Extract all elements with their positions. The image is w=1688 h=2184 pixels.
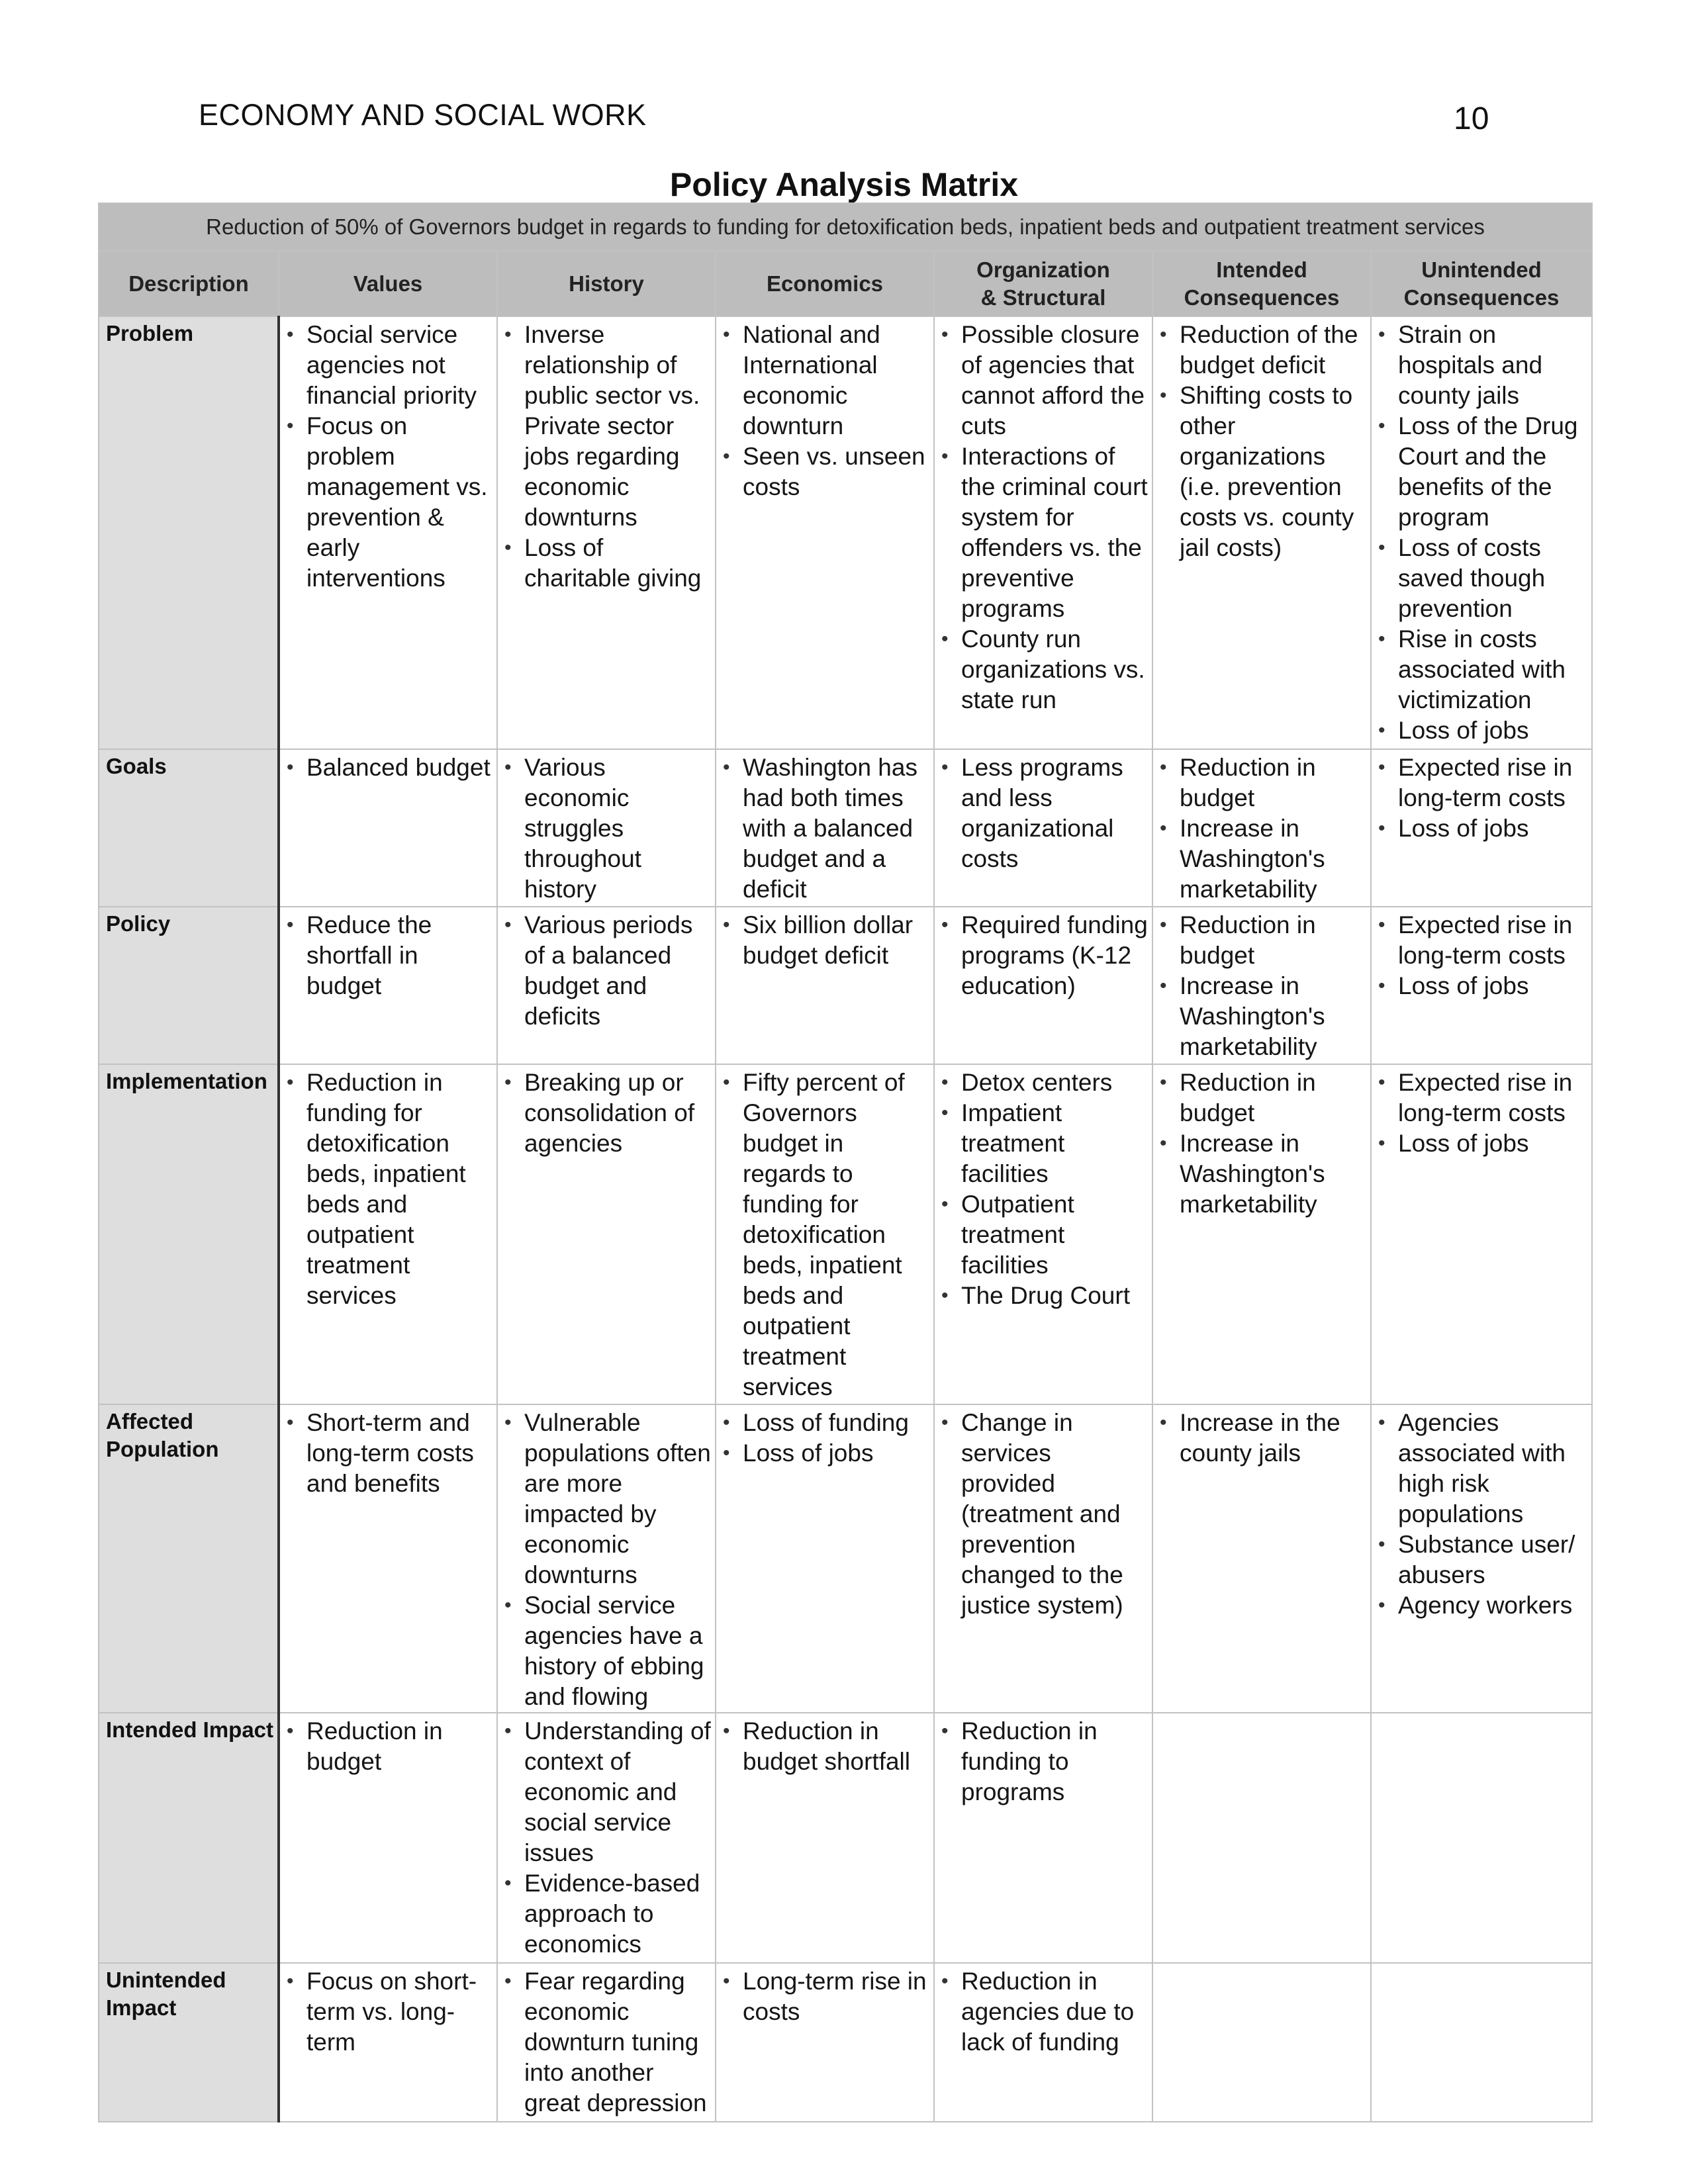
table-row <box>99 907 1592 1064</box>
cell-intended <box>1152 1064 1371 1404</box>
list-item-text: Impatient treatment facilities <box>961 1099 1065 1187</box>
cell-values <box>279 749 497 907</box>
list-item-text: Increase in Washington's marketability <box>1180 1130 1325 1218</box>
bullet-icon: • <box>1160 914 1167 936</box>
page-title: Policy Analysis Matrix <box>669 166 1019 203</box>
list-item-text: Reduction in budget shortfall <box>743 1717 911 1775</box>
bullet-icon: • <box>1160 324 1167 345</box>
list-item <box>940 1189 1149 1281</box>
cell-values <box>279 907 497 1064</box>
list-item-text: Reduction in funding for detoxification beds, inpatient beds and outpatient treatment services <box>306 1069 466 1309</box>
list-item-text: National and International economic downturn <box>743 321 880 439</box>
bullet-icon: • <box>504 537 512 559</box>
bullet-icon: • <box>941 756 949 778</box>
bullet-icon: • <box>941 1102 949 1124</box>
bullet-list <box>1372 750 1591 844</box>
bullet-list <box>1153 907 1370 1062</box>
list-item <box>503 1068 712 1159</box>
bullet-list <box>280 1405 496 1499</box>
bullet-icon: • <box>1378 537 1385 559</box>
cell-unintended <box>1371 1713 1592 1963</box>
cell-organization <box>934 907 1152 1064</box>
cell-organization <box>934 1713 1152 1963</box>
table-row <box>99 1713 1592 1963</box>
cell-organization <box>934 316 1152 749</box>
bullet-icon: • <box>723 1071 730 1093</box>
list-item-text: Reduction in budget <box>1180 1069 1316 1126</box>
row-label: Intended Impact <box>99 1713 279 1963</box>
bullet-icon: • <box>287 415 294 437</box>
cell-unintended <box>1371 316 1592 749</box>
cell-history <box>497 1963 716 2122</box>
list-item-text: Evidence-based approach to economics <box>524 1870 700 1958</box>
cell-economics <box>716 316 934 749</box>
bullet-icon: • <box>723 1970 730 1992</box>
list-item-text: Balanced budget <box>306 754 491 781</box>
policy-analysis-matrix <box>98 203 1593 2122</box>
list-item-text: Reduction in agencies due to lack of funding <box>961 1968 1135 2056</box>
bullet-icon: • <box>1378 324 1385 345</box>
list-item-text: Loss of jobs <box>1398 717 1529 744</box>
row-label: Goals <box>99 749 279 907</box>
bullet-icon: • <box>723 1412 730 1433</box>
list-item <box>503 910 712 1032</box>
bullet-list <box>280 907 496 1001</box>
bullet-icon: • <box>1160 1132 1167 1154</box>
list-item <box>1377 1529 1589 1590</box>
running-head: ECONOMY AND SOCIAL WORK <box>199 98 647 132</box>
bullet-list <box>280 1713 496 1777</box>
list-item <box>940 1098 1149 1189</box>
bullet-list <box>1372 907 1591 1001</box>
bullet-icon: • <box>504 1412 512 1433</box>
bullet-icon: • <box>1378 1132 1385 1154</box>
list-item <box>940 752 1149 874</box>
list-item-text: Six billion dollar budget deficit <box>743 911 914 969</box>
table-row <box>99 749 1592 907</box>
list-item <box>503 533 712 594</box>
list-item-text: Reduction in budget <box>1180 754 1316 811</box>
list-item <box>1377 1590 1589 1621</box>
bullet-icon: • <box>1160 817 1167 839</box>
bullet-list <box>498 1065 715 1159</box>
bullet-list <box>935 317 1152 715</box>
cell-values <box>279 1064 497 1404</box>
bullet-icon: • <box>723 1442 730 1464</box>
bullet-icon: • <box>1378 415 1385 437</box>
bullet-list <box>280 750 496 783</box>
bullet-list <box>716 1964 933 2027</box>
list-item-text: Outpatient treatment facilities <box>961 1191 1074 1279</box>
list-item-text: Reduction of the budget deficit <box>1180 321 1358 379</box>
cell-history <box>497 1404 716 1713</box>
list-item-text: Loss of costs saved though prevention <box>1398 534 1546 622</box>
list-item <box>1158 971 1368 1062</box>
bullet-list <box>935 750 1152 874</box>
list-item-text: Various periods of a balanced budget and deficits <box>524 911 693 1030</box>
list-item-text: Reduction in budget <box>306 1717 443 1775</box>
bullet-list <box>716 1713 933 1777</box>
table-row <box>99 1064 1592 1404</box>
cell-economics <box>716 1713 934 1963</box>
list-item-text: Agency workers <box>1398 1592 1573 1619</box>
list-item-text: Reduce the shortfall in budget <box>306 911 432 999</box>
list-item <box>285 1408 494 1499</box>
cell-organization <box>934 1064 1152 1404</box>
bullet-icon: • <box>1378 1412 1385 1433</box>
cell-economics <box>716 749 934 907</box>
list-item-text: Agencies associated with high risk populations <box>1398 1409 1566 1527</box>
cell-intended <box>1152 316 1371 749</box>
list-item <box>940 1281 1149 1311</box>
list-item-text: Various economic struggles throughout history <box>524 754 641 903</box>
list-item <box>1377 320 1589 411</box>
bullet-icon: • <box>287 1071 294 1093</box>
list-item <box>1158 1128 1368 1220</box>
list-item <box>1377 411 1589 533</box>
cell-values <box>279 1713 497 1963</box>
list-item-text: Fear regarding economic downturn tuning into another great depression <box>524 1968 707 2116</box>
bullet-icon: • <box>1160 975 1167 997</box>
list-item <box>285 1716 494 1777</box>
list-item-text: Understanding of context of economic and social service issues <box>524 1717 711 1866</box>
list-item <box>503 1408 712 1590</box>
bullet-list <box>716 1405 933 1469</box>
bullet-icon: • <box>504 914 512 936</box>
bullet-list <box>1153 750 1370 905</box>
bullet-icon: • <box>723 756 730 778</box>
cell-intended <box>1152 1713 1371 1963</box>
column-header-unintended-consequences: Unintended Consequences <box>1371 251 1592 316</box>
bullet-list <box>498 750 715 905</box>
row-label: Implementation <box>99 1064 279 1404</box>
list-item <box>1377 715 1589 746</box>
cell-values <box>279 1963 497 2122</box>
list-item-text: Reduction in funding to programs <box>961 1717 1098 1805</box>
bullet-icon: • <box>1378 719 1385 741</box>
list-item-text: Expected rise in long-term costs <box>1398 911 1573 969</box>
list-item <box>1158 1408 1368 1469</box>
list-item <box>940 1716 1149 1807</box>
column-header-values: Values <box>279 251 497 316</box>
list-item <box>1158 813 1368 905</box>
cell-unintended <box>1371 1064 1592 1404</box>
column-header-history: History <box>497 251 716 316</box>
list-item-text: Loss of jobs <box>1398 815 1529 842</box>
table-row <box>99 1404 1592 1713</box>
bullet-list <box>1372 1065 1591 1159</box>
cell-unintended <box>1371 1404 1592 1713</box>
list-item <box>1377 971 1589 1001</box>
list-item <box>503 320 712 533</box>
list-item <box>722 1438 931 1469</box>
list-item-text: Focus on short-term vs. long-term <box>306 1968 477 2056</box>
bullet-icon: • <box>504 756 512 778</box>
bullet-list <box>935 1713 1152 1807</box>
list-item <box>940 441 1149 624</box>
bullet-list <box>498 1405 715 1712</box>
bullet-icon: • <box>723 1720 730 1742</box>
list-item <box>722 320 931 441</box>
bullet-icon: • <box>1160 1412 1167 1433</box>
column-header-description: Description <box>99 251 279 316</box>
row-label: Problem <box>99 316 279 749</box>
bullet-list <box>498 1964 715 2118</box>
list-item <box>285 320 494 411</box>
bullet-icon: • <box>1378 756 1385 778</box>
bullet-icon: • <box>504 1720 512 1742</box>
list-item <box>1158 910 1368 971</box>
bullet-list <box>716 1065 933 1402</box>
bullet-list <box>1372 317 1591 746</box>
bullet-icon: • <box>941 914 949 936</box>
bullet-icon: • <box>941 1193 949 1215</box>
bullet-list <box>1153 1964 1370 1966</box>
list-item-text: Increase in Washington's marketability <box>1180 815 1325 903</box>
bullet-list <box>280 1065 496 1311</box>
list-item-text: Required funding programs (K-12 education) <box>961 911 1148 999</box>
list-item-text: Social service agencies have a history of ebbing and flowing <box>524 1592 704 1710</box>
cell-unintended <box>1371 749 1592 907</box>
bullet-icon: • <box>287 1970 294 1992</box>
list-item-text: Change in services provided (treatment and prevention changed to the justice system) <box>961 1409 1123 1619</box>
bullet-icon: • <box>941 1970 949 1992</box>
list-item-text: Social service agencies not financial priority <box>306 321 477 409</box>
bullet-icon: • <box>1160 1071 1167 1093</box>
list-item-text: Rise in costs associated with victimization <box>1398 625 1566 713</box>
list-item-text: Vulnerable populations often are more impacted by economic downturns <box>524 1409 711 1588</box>
list-item <box>503 1590 712 1712</box>
row-label: Unintended Impact <box>99 1963 279 2122</box>
list-item-text: Expected rise in long-term costs <box>1398 754 1573 811</box>
bullet-icon: • <box>287 1720 294 1742</box>
list-item <box>1158 1068 1368 1128</box>
bullet-icon: • <box>1378 914 1385 936</box>
list-item-text: Substance user/ abusers <box>1398 1531 1575 1588</box>
list-item <box>285 910 494 1001</box>
list-item-text: Loss of jobs <box>1398 972 1529 999</box>
list-item <box>1377 533 1589 624</box>
cell-intended <box>1152 907 1371 1064</box>
cell-organization <box>934 1963 1152 2122</box>
list-item <box>503 1966 712 2118</box>
list-item <box>940 1068 1149 1098</box>
list-item-text: Interactions of the criminal court system for offenders vs. the preventive programs <box>961 443 1148 622</box>
list-item-text: Seen vs. unseen costs <box>743 443 925 500</box>
bullet-icon: • <box>1160 756 1167 778</box>
cell-intended <box>1152 1963 1371 2122</box>
bullet-list <box>1372 1964 1591 1966</box>
row-label: Affected Population <box>99 1404 279 1713</box>
bullet-list <box>716 907 933 971</box>
bullet-list <box>280 317 496 594</box>
bullet-icon: • <box>287 1412 294 1433</box>
list-item-text: Loss of jobs <box>1398 1130 1529 1157</box>
bullet-icon: • <box>287 324 294 345</box>
bullet-list <box>498 317 715 594</box>
bullet-list <box>935 1065 1152 1311</box>
list-item <box>503 1868 712 1960</box>
list-item <box>722 1068 931 1402</box>
bullet-list <box>716 317 933 502</box>
table-row <box>99 316 1592 749</box>
list-item-text: Focus on problem management vs. prevention & early interventions <box>306 412 488 592</box>
cell-economics <box>716 1064 934 1404</box>
cell-history <box>497 316 716 749</box>
bullet-list <box>280 1964 496 2058</box>
cell-values <box>279 316 497 749</box>
table-row <box>99 1963 1592 2122</box>
bullet-icon: • <box>1378 1533 1385 1555</box>
list-item <box>1377 1128 1589 1159</box>
cell-intended <box>1152 1404 1371 1713</box>
bullet-list <box>1372 1713 1591 1716</box>
bullet-icon: • <box>1378 1071 1385 1093</box>
policy-banner: Reduction of 50% of Governors budget in regards to funding for detoxification beds, inpatient beds and outpatient treatment services <box>99 203 1592 251</box>
list-item <box>285 1068 494 1311</box>
cell-history <box>497 749 716 907</box>
bullet-icon: • <box>1378 817 1385 839</box>
matrix-body <box>99 316 1592 2122</box>
list-item <box>1377 1068 1589 1128</box>
list-item-text: County run organizations vs. state run <box>961 625 1145 713</box>
cell-economics <box>716 1963 934 2122</box>
bullet-list <box>1153 1713 1370 1716</box>
bullet-icon: • <box>287 914 294 936</box>
bullet-list <box>935 1964 1152 2058</box>
list-item <box>503 1716 712 1868</box>
list-item <box>285 411 494 594</box>
bullet-icon: • <box>504 1071 512 1093</box>
list-item <box>940 320 1149 441</box>
cell-intended <box>1152 749 1371 907</box>
bullet-icon: • <box>1160 385 1167 406</box>
bullet-list <box>498 907 715 1032</box>
cell-values <box>279 1404 497 1713</box>
bullet-list <box>1153 1065 1370 1220</box>
list-item-text: Short-term and long-term costs and benefits <box>306 1409 474 1497</box>
bullet-icon: • <box>941 324 949 345</box>
list-item <box>722 1716 931 1777</box>
bullet-list <box>1153 1405 1370 1469</box>
cell-organization <box>934 1404 1152 1713</box>
cell-history <box>497 1713 716 1963</box>
list-item <box>940 1966 1149 2058</box>
list-item-text: Shifting costs to other organizations (i.e. prevention costs vs. county jail costs) <box>1180 382 1354 561</box>
list-item <box>1377 1408 1589 1529</box>
cell-history <box>497 1064 716 1404</box>
bullet-icon: • <box>1378 1594 1385 1616</box>
list-item-text: The Drug Court <box>961 1282 1130 1309</box>
list-item <box>1158 320 1368 381</box>
list-item-text: Loss of charitable giving <box>524 534 702 592</box>
cell-economics <box>716 907 934 1064</box>
list-item <box>1158 752 1368 813</box>
list-item-text: Long-term rise in costs <box>743 1968 927 2025</box>
list-item-text: Loss of funding <box>743 1409 909 1436</box>
list-item-text: Expected rise in long-term costs <box>1398 1069 1573 1126</box>
list-item <box>940 910 1149 1001</box>
row-label: Policy <box>99 907 279 1064</box>
bullet-icon: • <box>504 324 512 345</box>
list-item <box>722 910 931 971</box>
cell-unintended <box>1371 907 1592 1064</box>
bullet-list <box>935 1405 1152 1621</box>
bullet-list <box>498 1713 715 1960</box>
column-header-organization: Organization & Structural <box>934 251 1152 316</box>
bullet-icon: • <box>941 1720 949 1742</box>
list-item-text: Loss of jobs <box>743 1439 874 1467</box>
cell-unintended <box>1371 1963 1592 2122</box>
column-header-intended-consequences: Intended Consequences <box>1152 251 1371 316</box>
list-item <box>940 624 1149 715</box>
bullet-icon: • <box>504 1872 512 1894</box>
list-item <box>1377 752 1589 813</box>
bullet-icon: • <box>941 1412 949 1433</box>
list-item <box>1158 381 1368 563</box>
list-item <box>722 441 931 502</box>
bullet-icon: • <box>941 445 949 467</box>
cell-history <box>497 907 716 1064</box>
bullet-icon: • <box>723 445 730 467</box>
list-item-text: Reduction in budget <box>1180 911 1316 969</box>
bullet-icon: • <box>723 324 730 345</box>
list-item <box>722 1408 931 1438</box>
list-item-text: Detox centers <box>961 1069 1113 1096</box>
list-item-text: Increase in Washington's marketability <box>1180 972 1325 1060</box>
list-item-text: Inverse relationship of public sector vs. Private sector jobs regarding economic downturns <box>524 321 700 531</box>
list-item <box>1377 813 1589 844</box>
list-item-text: Fifty percent of Governors budget in regards to funding for detoxification beds, inpatient beds and outpatient treatment services <box>743 1069 905 1400</box>
list-item-text: Less programs and less organizational costs <box>961 754 1123 872</box>
list-item <box>940 1408 1149 1621</box>
cell-economics <box>716 1404 934 1713</box>
bullet-icon: • <box>504 1594 512 1616</box>
list-item <box>722 752 931 905</box>
cell-organization <box>934 749 1152 907</box>
bullet-icon: • <box>504 1970 512 1992</box>
bullet-icon: • <box>723 914 730 936</box>
column-header-economics: Economics <box>716 251 934 316</box>
list-item <box>1377 910 1589 971</box>
bullet-list <box>1153 317 1370 563</box>
list-item-text: Loss of the Drug Court and the benefits of the program <box>1398 412 1578 531</box>
list-item <box>1377 624 1589 715</box>
list-item <box>722 1966 931 2027</box>
list-item-text: Strain on hospitals and county jails <box>1398 321 1543 409</box>
list-item-text: Increase in the county jails <box>1180 1409 1340 1467</box>
bullet-icon: • <box>1378 975 1385 997</box>
list-item-text: Washington has had both times with a balanced budget and a deficit <box>743 754 917 903</box>
page-number: 10 <box>1454 101 1489 136</box>
bullet-list <box>1372 1405 1591 1621</box>
list-item <box>285 752 494 783</box>
list-item <box>503 752 712 905</box>
bullet-icon: • <box>941 628 949 650</box>
bullet-icon: • <box>941 1071 949 1093</box>
bullet-icon: • <box>287 756 294 778</box>
bullet-list <box>716 750 933 905</box>
list-item-text: Breaking up or consolidation of agencies <box>524 1069 695 1157</box>
list-item <box>285 1966 494 2058</box>
bullet-icon: • <box>941 1285 949 1306</box>
bullet-icon: • <box>1378 628 1385 650</box>
bullet-list <box>935 907 1152 1001</box>
list-item-text: Possible closure of agencies that cannot afford the cuts <box>961 321 1145 439</box>
